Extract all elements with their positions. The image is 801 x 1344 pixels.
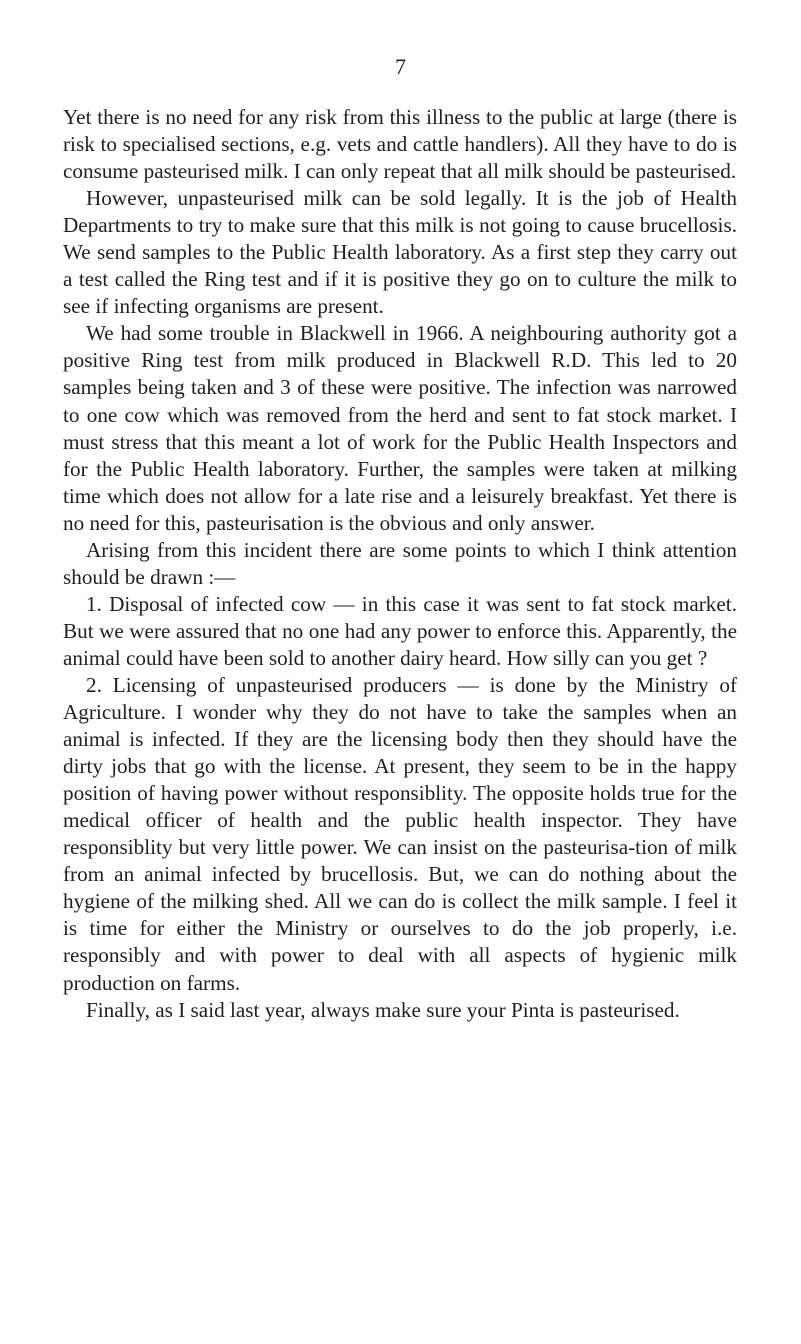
paragraph-point-disposal: 1. Disposal of infected cow — in this case it was sent to fat stock market. But we were assured that no one had any power to enforce this. Apparently, the animal could have been sold to another dairy heard. How silly can you get ? <box>63 591 737 670</box>
page-body <box>63 104 737 1024</box>
paragraph-public-risk: Yet there is no need for any risk from this illness to the public at large (there is risk to specialised sections, e.g. vets and cattle handlers). All they have to do is consume pasteurised milk. I can only repeat that all milk should be pasteurised. <box>63 105 737 184</box>
paragraph-unpasteurised-milk: However, unpasteurised milk can be sold legally. It is the job of Health Departments to try to make sure that this milk is not going to cause brucellosis. We send samples to the Public Health laboratory. As a first step they carry out a test called the Ring test and if it is positive they go on to culture the milk to see if infecting organisms are present. <box>63 186 737 319</box>
paragraph-blackwell-incident: We had some trouble in Blackwell in 1966. A neighbouring authority got a positive Ring test from milk produced in Blackwell R.D. This led to 20 samples being taken and 3 of these were positive. The infection was narrowed to one cow which was removed from the herd and sent to fat stock market. I must stress that this meant a lot of work for the Public Health Inspectors and for the Public Health laboratory. Further, the samples were taken at milking time which does not allow for a late rise and a leisurely breakfast. Yet there is no need for this, pasteurisation is the obvious and only answer. <box>63 321 737 535</box>
page-number: 7 <box>395 54 406 79</box>
paragraph-points-intro: Arising from this incident there are some points to which I think attention should be drawn :— <box>63 537 737 589</box>
paragraph-point-licensing: 2. Licensing of unpasteurised producers — is done by the Ministry of Agriculture. I wonder why they do not have to take the samples when an animal is infected. If they are the licensing body then they should have the dirty jobs that go with the license. At present, they seem to be in the happy position of having power without responsiblity. The opposite holds true for the medical officer of health and the public health inspector. They have responsiblity but very little power. We can insist on the pasteurisa-tion of milk from an animal infected by brucellosis. But, we can do nothing about the hygiene of the milking shed. All we can do is collect the milk sample. I feel it is time for either the Ministry or ourselves to do the job properly, i.e. responsibly and with power to deal with all aspects of hygienic milk production on farms. <box>63 672 737 995</box>
paragraph-conclusion: Finally, as I said last year, always make sure your Pinta is pasteurised. <box>86 997 680 1022</box>
